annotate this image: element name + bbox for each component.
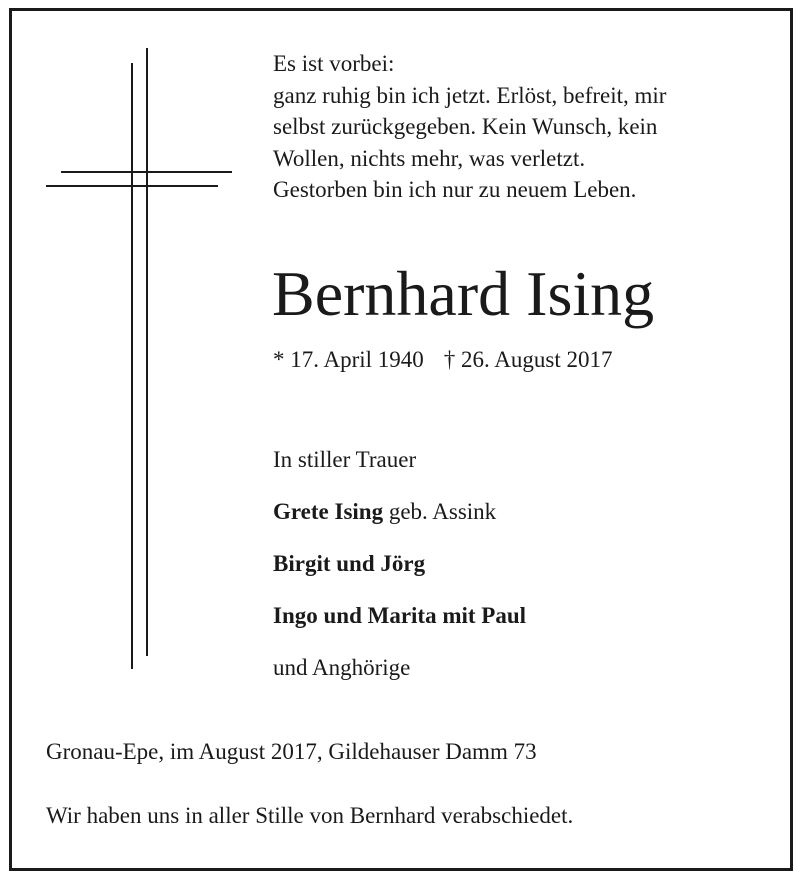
place-date-address: Gronau-Epe, im August 2017, Gildehauser Damm 73 bbox=[46, 739, 537, 764]
poem-line: Gestorben bin ich nur zu neuem Leben. bbox=[273, 177, 637, 202]
poem-line: Es ist vorbei: bbox=[273, 51, 395, 76]
farewell-note: Wir haben uns in aller Stille von Bernhard verabschiedet. bbox=[46, 803, 574, 828]
mourner-entry bbox=[273, 548, 425, 580]
mourner-name: Grete Ising bbox=[273, 499, 384, 524]
birth-date: * 17. April 1940 bbox=[273, 347, 424, 372]
mourning-closing: und Anghörige bbox=[273, 655, 411, 680]
mourner-name: Ingo und Marita mit Paul bbox=[273, 603, 527, 628]
mourning-intro: In stiller Trauer bbox=[273, 447, 417, 472]
mourner-detail: geb. Assink bbox=[383, 499, 497, 524]
poem-line: Wollen, nichts mehr, was verletzt. bbox=[273, 145, 586, 171]
poem-line: selbst zurückgegeben. Kein Wunsch, kein bbox=[273, 114, 658, 139]
mourner-name: Birgit und Jörg bbox=[273, 551, 426, 576]
life-dates bbox=[273, 344, 612, 376]
mourner-entry bbox=[273, 496, 496, 528]
deceased-name: Bernhard Ising bbox=[272, 258, 655, 329]
poem-line: ganz ruhig bin ich jetzt. Erlöst, befreit, mir bbox=[273, 82, 667, 108]
death-date: † 26. August 2017 bbox=[443, 347, 613, 372]
poem bbox=[273, 48, 666, 206]
mourner-entry bbox=[273, 600, 526, 632]
